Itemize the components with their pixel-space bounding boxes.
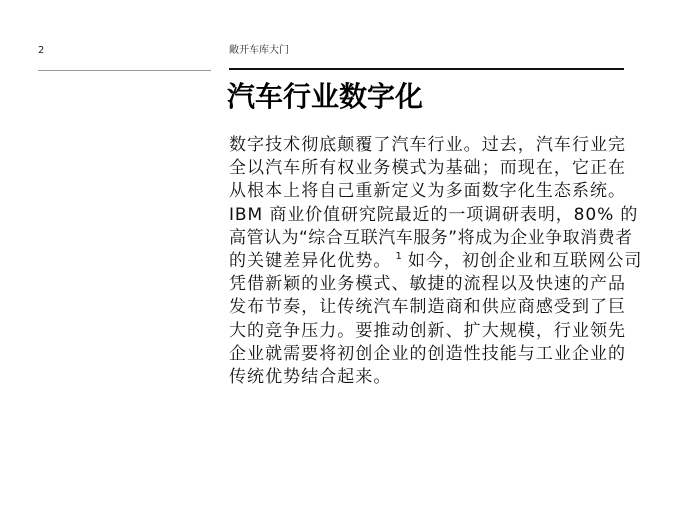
- footnote-marker[interactable]: 1: [395, 251, 402, 263]
- body-line: 高管认为“综合互联汽车服务”将成为企业争取消费者: [229, 227, 633, 248]
- body-line-start: 的关键差异化优势。: [229, 251, 392, 272]
- body-line: 发布节奏，让传统汽车制造商和供应商感受到了巨: [229, 297, 627, 318]
- header-rule-left: [38, 70, 211, 71]
- body-line: 数字技术彻底颠覆了汽车行业。过去，汽车行业完: [229, 135, 627, 155]
- body-line-continuation: 如今，初创企业和互联网公司: [407, 251, 643, 272]
- running-title: 敞开车库大门: [229, 45, 289, 56]
- page-number: 2: [38, 45, 45, 56]
- section-heading: 汽车行业数字化: [227, 80, 424, 113]
- header-rule-right: [229, 68, 624, 70]
- body-line: 全以汽车所有权业务模式为基础；而现在，它正在: [229, 158, 627, 179]
- body-line-with-footnote: [229, 250, 643, 273]
- body-line: 企业就需要将初创企业的创造性技能与工业企业的: [229, 343, 627, 364]
- body-paragraph: [229, 134, 643, 389]
- body-line: 凭借新颖的业务模式、敏捷的流程以及快速的产品: [229, 274, 627, 295]
- body-line: 从根本上将自己重新定义为多面数字化生态系统。: [229, 181, 627, 202]
- body-line: IBM 商业价值研究院最近的一项调研表明，80% 的: [229, 204, 639, 225]
- body-line: 大的竞争压力。要推动创新、扩大规模，行业领先: [229, 320, 627, 341]
- body-line: 传统优势结合起来。: [229, 367, 392, 388]
